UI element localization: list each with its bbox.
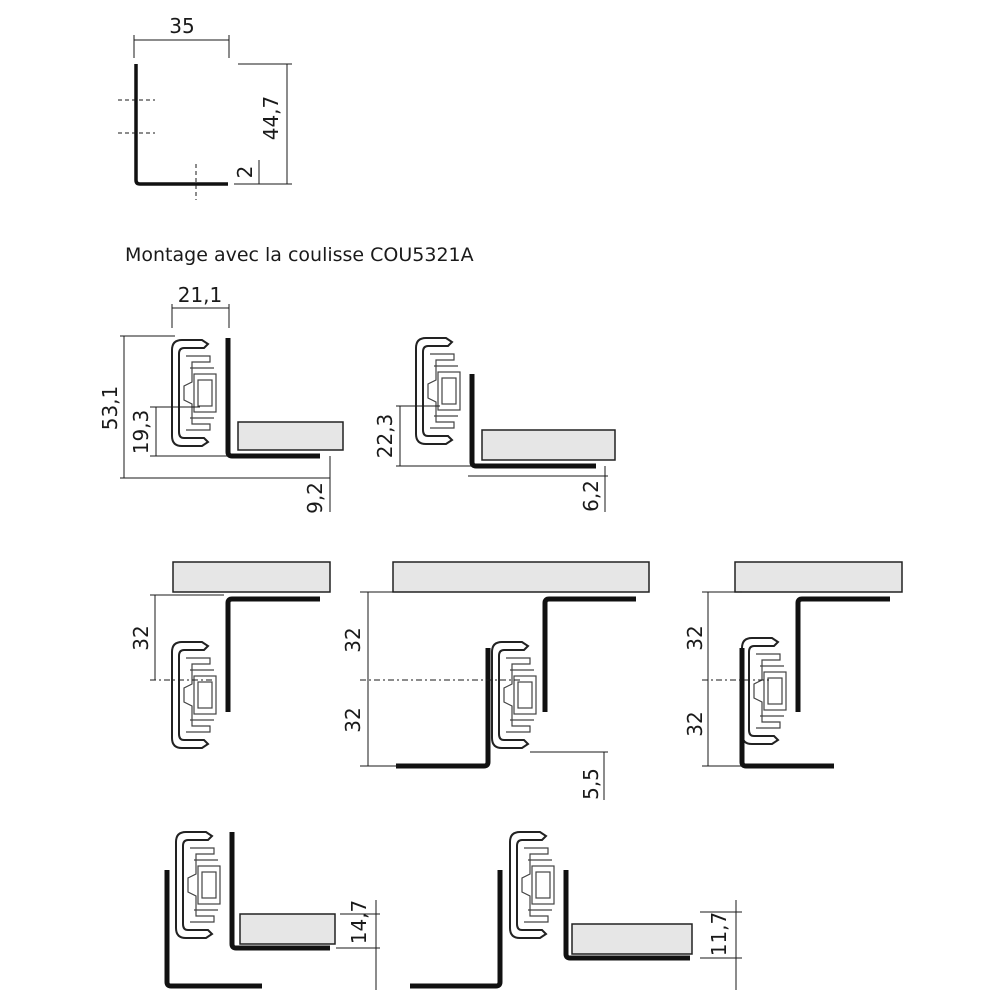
mount-a-offset-label: 9,2	[303, 482, 327, 514]
top-panel	[393, 562, 649, 592]
shelf-panel	[240, 914, 335, 944]
lower-angle-bracket	[742, 648, 834, 766]
mount-a-width-label: 21,1	[177, 283, 223, 307]
mount-e-upper-label: 32	[683, 625, 707, 651]
mount-d-offset-label: 5,5	[579, 768, 603, 800]
drawer-slide	[492, 642, 536, 748]
mount-c	[150, 562, 330, 748]
mount-a	[120, 304, 343, 512]
top-panel	[735, 562, 902, 592]
profile-width-label: 35	[169, 14, 195, 38]
mount-e	[702, 562, 902, 766]
angle-bracket	[228, 599, 320, 712]
outer-angle-bracket	[410, 870, 500, 986]
mount-d-lower-label: 32	[341, 707, 365, 733]
drawer-slide	[416, 338, 460, 444]
mount-b-offset-label: 6,2	[579, 480, 603, 512]
section-title: Montage avec la coulisse COU5321A	[125, 244, 474, 266]
lower-angle-bracket	[396, 648, 488, 766]
mount-e-lower-label: 32	[683, 711, 707, 737]
drawer-slide	[176, 832, 220, 938]
upper-angle-bracket	[798, 599, 890, 712]
mount-g-offset-label: 11,7	[707, 911, 731, 957]
mount-b-axis-label: 22,3	[373, 413, 397, 459]
mount-a-height-label: 53,1	[98, 385, 122, 431]
angle-profile	[136, 64, 228, 184]
mount-g	[410, 832, 742, 990]
mount-d-upper-label: 32	[341, 627, 365, 653]
drawer-slide	[172, 642, 216, 748]
shelf-panel	[238, 422, 343, 450]
drawer-slide	[742, 638, 786, 744]
drawer-slide	[510, 832, 554, 938]
mount-d	[360, 562, 649, 800]
upper-angle-bracket	[545, 599, 636, 712]
mount-c-axis-label: 32	[129, 625, 153, 651]
profile-height-label: 44,7	[259, 95, 283, 141]
shelf-panel	[572, 924, 692, 954]
profile-thickness-label: 2	[233, 165, 257, 179]
mount-f-offset-label: 14,7	[347, 899, 371, 945]
drawer-slide	[172, 340, 216, 446]
top-panel	[173, 562, 330, 592]
mount-a-axis-label: 19,3	[129, 409, 153, 455]
shelf-panel	[482, 430, 615, 460]
